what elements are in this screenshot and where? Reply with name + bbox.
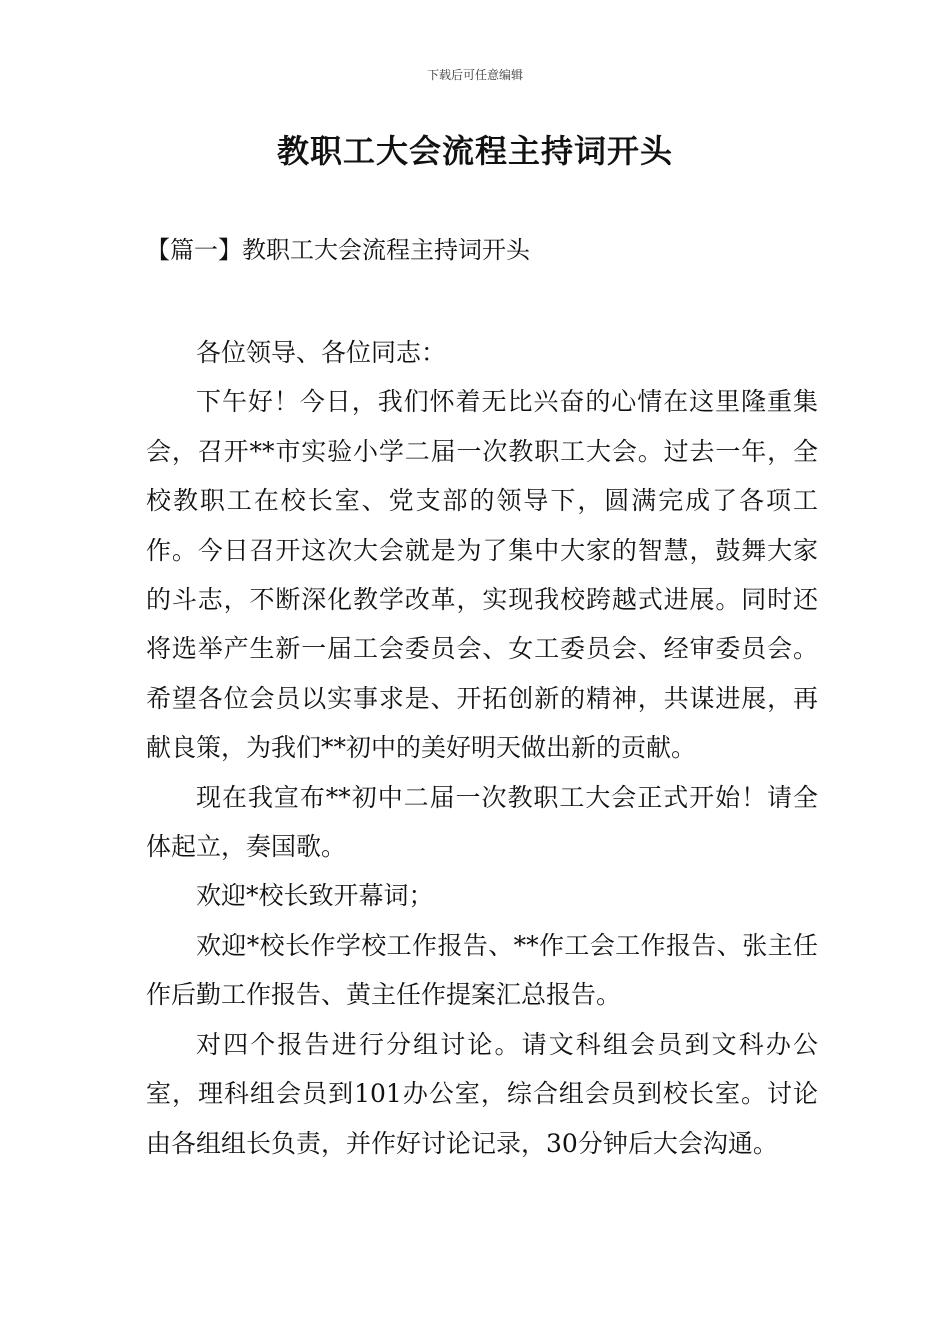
- document-body: [146, 328, 818, 1168]
- section-heading: 【篇一】教职工大会流程主持词开头: [146, 236, 530, 264]
- paragraph-reports: 欢迎*校长作学校工作报告、**作工会工作报告、张主任作后勤工作报告、黄主任作提案汇总报告。: [146, 930, 818, 1010]
- paragraph-greeting: 各位领导、各位同志：: [196, 338, 447, 367]
- document-title: 教职工大会流程主持词开头: [276, 132, 673, 170]
- paragraph-group-discussion: 对四个报告进行分组讨论。请文科组会员到文科办公室，理科组会员到101办公室，综合组会员到校长室。讨论由各组组长负责，并作好讨论记录，30分钟后大会沟通。: [146, 1029, 818, 1158]
- header-note: 下载后可任意编辑: [426, 68, 523, 82]
- paragraph-opening: 下午好！今日，我们怀着无比兴奋的心情在这里隆重集会，召开**市实验小学二届一次教职工大会。过去一年，全校教职工在校长室、党支部的领导下，圆满完成了各项工作。今日召开这次大会就是为了集中大家的智慧，鼓舞大家的斗志，不断深化教学改革，实现我校跨越式进展。同时还将选举产生新一届工会委员会、女工委员会、经审委员会。希望各位会员以实事求是、开拓创新的精神，共谋进展，再献良策，为我们**初中的美好明天做出新的贡献。: [146, 387, 818, 763]
- paragraph-announcement: 现在我宣布**初中二届一次教职工大会正式开始！请全体起立，奏国歌。: [146, 782, 818, 862]
- paragraph-welcome-speech: 欢迎*校长致开幕词；: [196, 881, 434, 911]
